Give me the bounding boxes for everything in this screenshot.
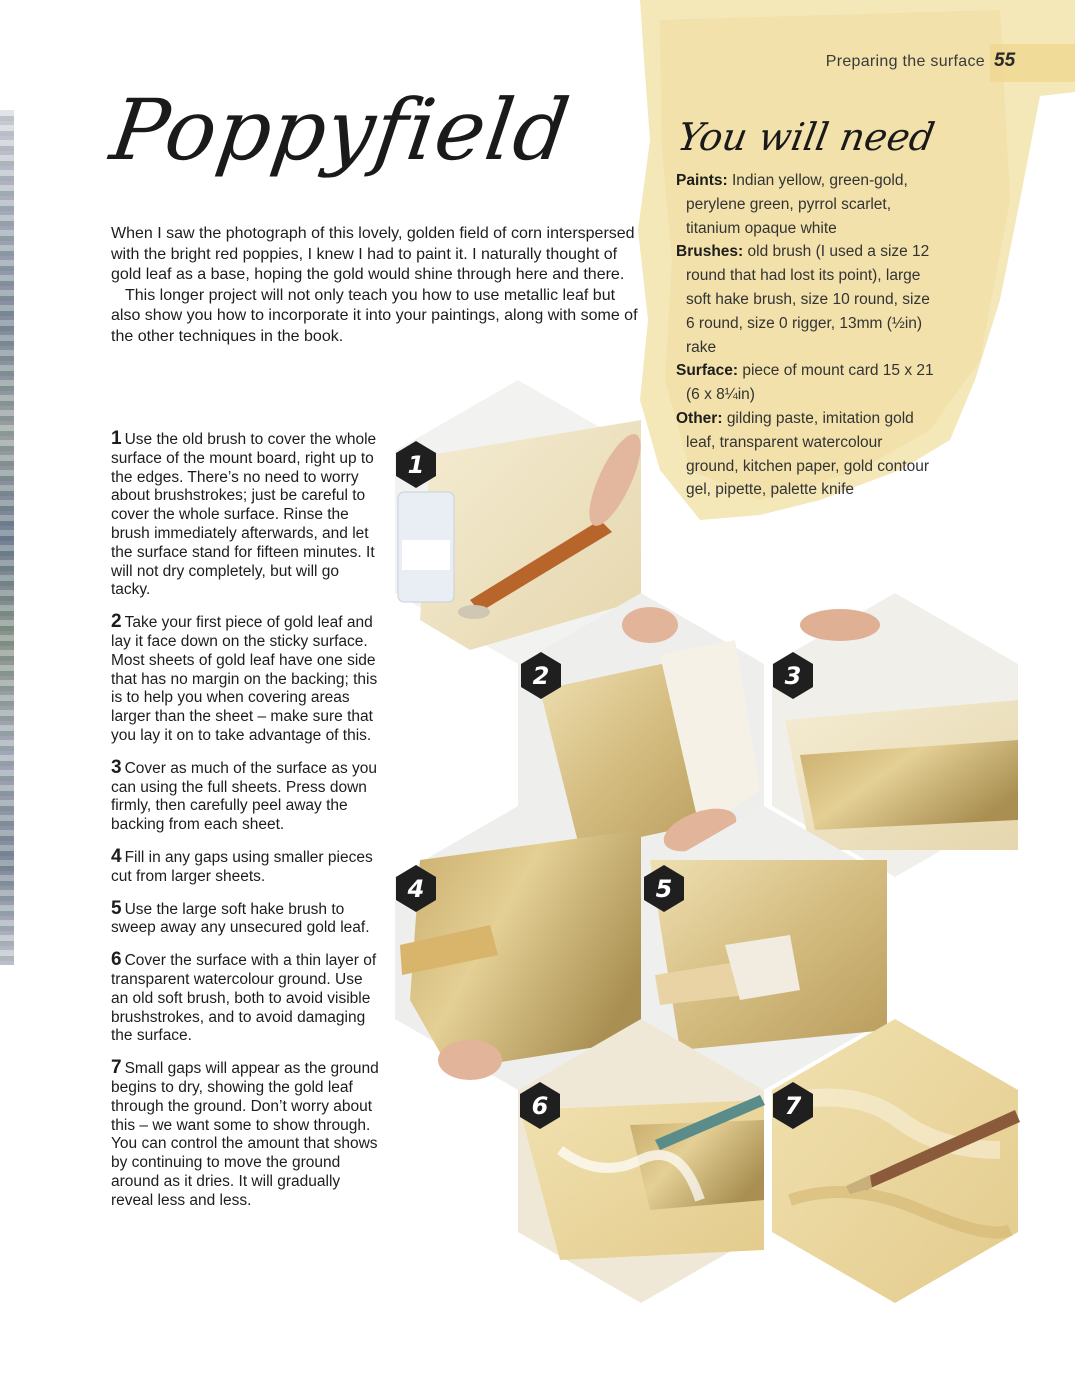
svg-text:1: 1 xyxy=(407,451,425,479)
need-item-paints xyxy=(676,169,938,240)
intro-text xyxy=(111,224,646,347)
step-text: Use the old brush to cover the whole surface of the mount board, right up to the edges. There’s no need to worry about brushstrokes; just be careful to cover the whole surface. Rinse the brush immediately afterwards, and let the surface stand for fifteen minutes. It will not dry completely, but will go tacky. xyxy=(111,431,377,599)
need-text: piece of mount card 15 x 21 (6 x 8¼in) xyxy=(686,362,934,404)
need-text: gilding paste, imitation gold leaf, transparent watercolour ground, kitchen paper, gold contour gel, pipette, palette knife xyxy=(686,409,930,499)
step-6 xyxy=(111,951,379,1046)
svg-text:6: 6 xyxy=(531,1092,549,1120)
need-text: old brush (I used a size 12 round that had lost its point), large soft hake brush, size 10 round, size 6 round, size 0 rigger, 13mm (½in) rake xyxy=(686,243,930,356)
step-number: 3 xyxy=(111,756,122,778)
step-text: Cover as much of the surface as you can using the full sheets. Press down firmly, then carefully peel away the backing from each sheet. xyxy=(111,759,378,834)
step-5 xyxy=(111,897,379,939)
svg-text:5: 5 xyxy=(655,875,673,903)
step-text: Small gaps will appear as the ground begins to dry, showing the gold leaf through the ground. Don’t worry about this – we want some to show through. You can control the amount that shows by continuing to move the ground around as it dries. It will gradually reveal less and less. xyxy=(111,1060,379,1209)
project-title: Poppyfield xyxy=(105,81,576,179)
need-item-brushes xyxy=(676,240,938,359)
step-number: 2 xyxy=(111,611,122,633)
step-number: 7 xyxy=(111,1057,122,1079)
step-3 xyxy=(111,756,379,835)
step-text: Cover the surface with a thin layer of transparent watercolour ground. Use an old soft brush, both to avoid visible brushstrokes, and to avoid damaging the surface. xyxy=(111,952,377,1045)
need-label: Brushes: xyxy=(676,243,744,261)
step-number: 6 xyxy=(111,949,122,971)
need-label: Paints: xyxy=(676,172,728,189)
step-2 xyxy=(111,613,379,746)
step-text: Fill in any gaps using smaller pieces cut from larger sheets. xyxy=(111,848,373,885)
need-label: Surface: xyxy=(676,362,739,380)
svg-text:7: 7 xyxy=(784,1092,802,1120)
you-will-need-title: You will need xyxy=(674,115,938,159)
need-text: Indian yellow, green-gold, perylene green, pyrrol scarlet, titanium opaque white xyxy=(686,172,908,237)
step-text: Take your first piece of gold leaf and lay it face down on the sticky surface. Most sheets of gold leaf have one side that has no margin on the backing; this is to help you when covering areas larger than the sheet – make sure that you lay it on to take advantage of this. xyxy=(111,614,378,744)
you-will-need-list xyxy=(676,169,938,502)
intro-paragraph-2: This longer project will not only teach you how to use metallic leaf but also show you how to incorporate it into your paintings, along with some of the other techniques in the book. xyxy=(111,286,638,345)
step-4 xyxy=(111,845,379,887)
svg-text:2: 2 xyxy=(532,662,550,690)
steps-list xyxy=(111,430,379,1223)
left-edge-painting-strip xyxy=(0,110,14,965)
step-1 xyxy=(111,430,379,600)
svg-text:4: 4 xyxy=(407,875,425,903)
need-item-surface xyxy=(676,359,938,407)
need-item-other xyxy=(676,407,938,502)
step-text: Use the large soft hake brush to sweep away any unsecured gold leaf. xyxy=(111,900,370,937)
need-label: Other: xyxy=(676,409,723,427)
step-number: 5 xyxy=(111,897,122,919)
page-number: 55 xyxy=(994,50,1016,71)
step-number: 4 xyxy=(111,845,122,867)
running-head: Preparing the surface xyxy=(825,53,985,70)
step-7 xyxy=(111,1059,379,1210)
intro-paragraph-1: When I saw the photograph of this lovely, golden field of corn interspersed with the bright red poppies, I knew I had to paint it. I naturally thought of gold leaf as a base, hoping the gold would shine through here and there. xyxy=(111,225,635,283)
step-number: 1 xyxy=(111,428,122,449)
svg-text:3: 3 xyxy=(784,662,802,690)
